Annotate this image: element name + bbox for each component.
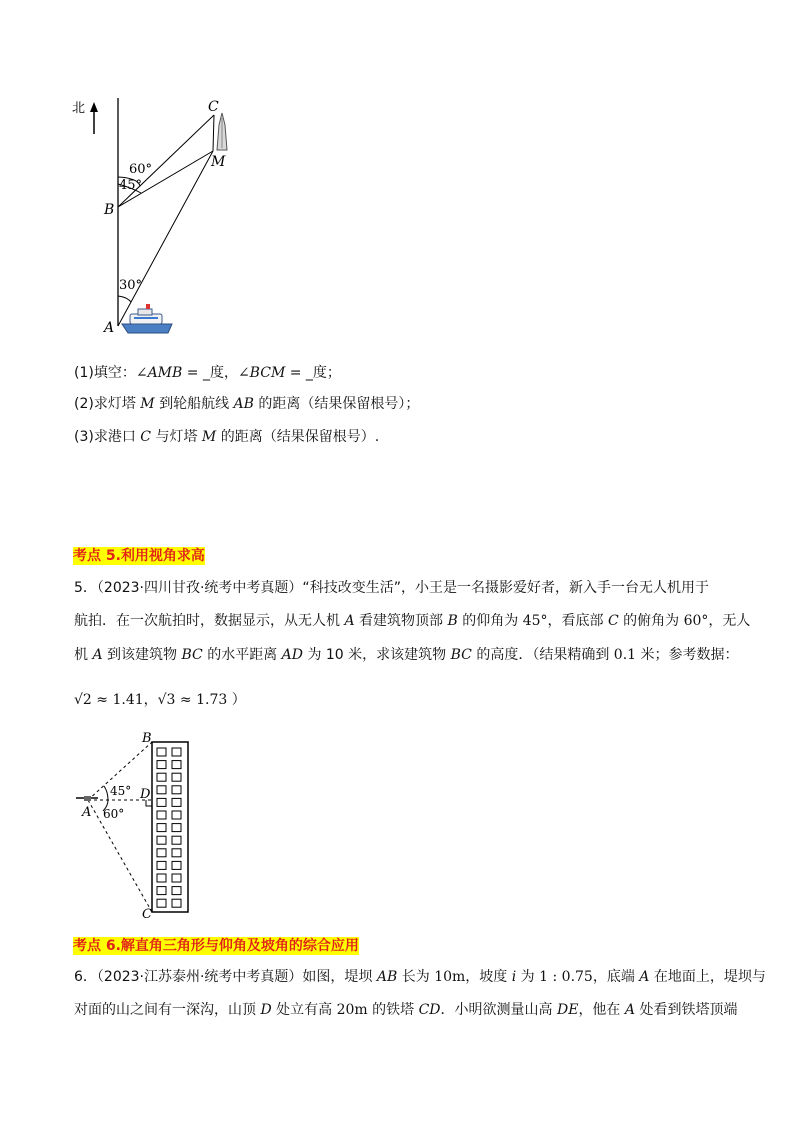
label-B: B (142, 731, 152, 746)
angle-label-30: 30° (119, 278, 143, 293)
window (157, 811, 166, 819)
north-arrow-head (90, 102, 98, 112)
window (157, 773, 166, 781)
window (172, 836, 181, 844)
window (172, 849, 181, 857)
segment-CM (213, 115, 214, 151)
question-2: (2)求灯塔 M 到轮船航线 AB 的距离（结果保留根号）； (74, 396, 420, 412)
section-5-heading: 考点 5.利用视角求高 (73, 548, 205, 564)
window (172, 824, 181, 832)
window (172, 773, 181, 781)
section-6-heading: 考点 6.解直角三角形与仰角及坡角的综合应用 (73, 938, 359, 954)
problem-5-line-2: 航拍．在一次航拍时，数据显示，从无人机 A 看建筑物顶部 B 的仰角为 45°，看底部 C 的俯角为 60°，无人 (74, 613, 751, 629)
window (157, 761, 166, 769)
window (157, 849, 166, 857)
window (172, 887, 181, 895)
window (172, 811, 181, 819)
segment-BC (118, 115, 214, 207)
window (157, 874, 166, 882)
label-C: C (208, 99, 219, 115)
north-label: 北 (72, 101, 86, 116)
window (157, 887, 166, 895)
window (157, 748, 166, 756)
window (172, 761, 181, 769)
problem-5-line-3: 机 A 到该建筑物 BC 的水平距离 AD 为 10 米，求该建筑物 BC 的高度．（结果精确到 0.1 米；参考数据： (74, 647, 739, 663)
angle-arc-30 (118, 296, 131, 302)
label-A: A (82, 805, 92, 820)
figure-1-diagram (60, 88, 260, 348)
window (157, 824, 166, 832)
label-C: C (142, 907, 152, 922)
question-1: (1)填空：∠AMB = _度，∠BCM = _度； (74, 365, 341, 381)
window (172, 786, 181, 794)
label-D: D (140, 787, 151, 802)
window (157, 836, 166, 844)
label-B: B (104, 202, 115, 218)
window (172, 874, 181, 882)
label-A: A (104, 320, 115, 336)
problem-6-line-1: 6．（2023·江苏泰州·统考中考真题）如图，堤坝 AB 长为 10m，坡度 i 为 1 : 0.75，底端 A 在地面上，堤坝与 (74, 969, 766, 985)
window (157, 861, 166, 869)
problem-5-line-1: 5．（2023·四川甘孜·统考中考真题）“科技改变生活”，小王是一名摄影爱好者，新入手一台无人机用于 (74, 580, 709, 596)
window (172, 798, 181, 806)
angle-label-60: 60° (103, 807, 125, 821)
ship-icon (122, 304, 172, 333)
angle-arc-45 (104, 786, 108, 800)
angle-label-45: 45° (110, 784, 132, 798)
window (157, 798, 166, 806)
window (172, 748, 181, 756)
problem-6-line-2: 对面的山之间有一深沟，山顶 D 处立有高 20m 的铁塔 CD．小明欲测量山高 DE，他在 A 处看到铁塔顶端 (74, 1002, 738, 1018)
window (157, 786, 166, 794)
window (172, 861, 181, 869)
label-M: M (211, 154, 226, 170)
window (172, 899, 181, 907)
angle-label-60: 60° (129, 162, 153, 177)
angle-label-45: 45° (119, 178, 143, 193)
figure-2-diagram (70, 730, 200, 922)
question-3: (3)求港口 C 与灯塔 M 的距离（结果保留根号）. (74, 429, 380, 445)
window (157, 899, 166, 907)
problem-5-reference-data: √2 ≈ 1.41，√3 ≈ 1.73 ） (74, 692, 246, 708)
